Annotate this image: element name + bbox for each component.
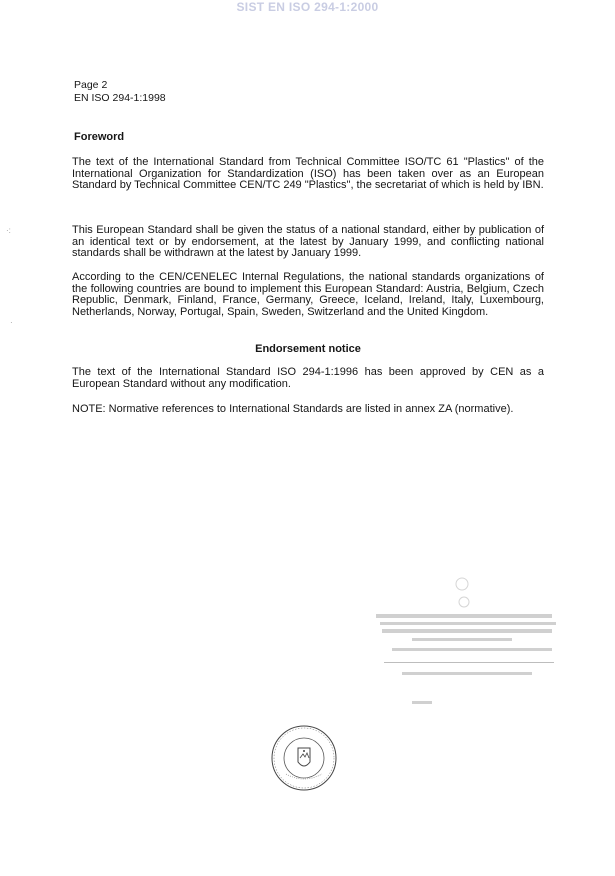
faded-stamp <box>372 576 562 716</box>
foreword-paragraph-1: The text of the International Standard from Technical Committee ISO/TC 61 "Plastics" of the International Organization for Standardization (ISO) has been taken over as an European Standard by Technical Committee CEN/TC 249 "Plastics", the secretariat of which is held by IBN. <box>72 156 544 192</box>
page-header <box>74 79 166 105</box>
speck: · <box>10 318 13 327</box>
standard-id: EN ISO 294-1:1998 <box>74 92 166 104</box>
speck: ·: <box>6 226 11 235</box>
foreword-paragraph-2: This European Standard shall be given the status of a national standard, either by publication of an identical text or by endorsement, at the latest by January 1999, and conflicting national standards shall be withdrawn at the latest by January 1999. <box>72 224 544 260</box>
endorsement-title: Endorsement notice <box>255 343 361 355</box>
endorsement-paragraph-2: NOTE: Normative references to International Standards are listed in annex ZA (normative). <box>72 403 514 415</box>
foreword-title: Foreword <box>74 131 125 143</box>
seal-icon <box>270 724 338 792</box>
page-number: Page 2 <box>74 79 108 91</box>
endorsement-paragraph-1: The text of the International Standard ISO 294-1:1996 has been approved by CEN as a European Standard without any modification. <box>72 366 544 390</box>
watermark: SIST EN ISO 294-1:2000 <box>236 0 379 14</box>
foreword-paragraph-3: According to the CEN/CENELEC Internal Regulations, the national standards organizations of the following countries are bound to implement this European Standard: Austria, Belgium, Czech Republic, Denmark, Finland, France, Germany, Greece, Iceland, Ireland, Italy, Luxembourg, Netherlands, Norway, Portugal, Spain, Sweden, Switzerland and the United Kingdom. <box>72 271 544 318</box>
faded-stamp-texture <box>372 576 562 716</box>
